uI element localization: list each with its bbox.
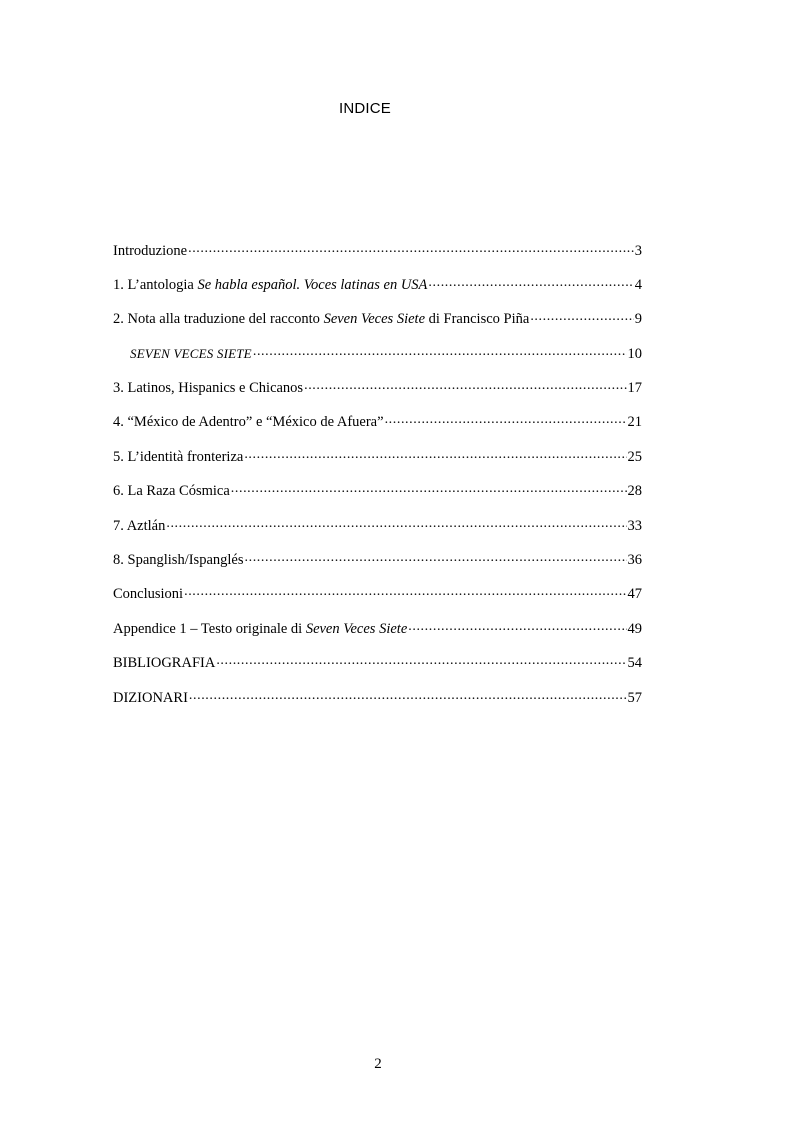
toc-entry-page: 47 xyxy=(627,586,642,603)
toc-entry-label: Introduzione xyxy=(113,242,188,259)
toc-entry-label: 2. Nota alla traduzione del racconto Seven Veces Siete di Francisco Piña xyxy=(113,311,530,328)
toc-entry-bibliografia[interactable] xyxy=(113,653,642,673)
toc-entry-dizionari[interactable] xyxy=(113,687,642,707)
dot-leader xyxy=(407,618,626,633)
toc-entry-seven-veces-siete[interactable] xyxy=(113,343,642,363)
dot-leader xyxy=(303,378,626,393)
dot-leader xyxy=(165,515,626,530)
toc-entry-label: Conclusioni xyxy=(113,586,184,603)
dot-leader xyxy=(243,446,626,461)
dot-leader xyxy=(384,412,627,427)
dot-leader xyxy=(529,309,633,324)
toc-entry-page: 28 xyxy=(627,483,642,500)
dot-leader xyxy=(427,274,633,289)
toc-entry-label: Appendice 1 – Testo originale di Seven Veces Siete xyxy=(113,620,408,637)
toc-entry-page: 57 xyxy=(627,689,642,706)
toc-entry-page: 49 xyxy=(627,620,642,637)
toc-entry-label: 5. L’identità fronteriza xyxy=(113,448,244,465)
toc-entry-label: 7. Aztlán xyxy=(113,517,166,534)
table-of-contents xyxy=(113,240,642,721)
toc-entry-page: 33 xyxy=(627,517,642,534)
toc-entry-page: 21 xyxy=(627,414,642,431)
toc-entry-introduzione[interactable] xyxy=(113,240,642,260)
toc-entry-label: 3. Latinos, Hispanics e Chicanos xyxy=(113,380,304,397)
dot-leader xyxy=(252,343,627,358)
toc-entry-page: 25 xyxy=(627,448,642,465)
toc-entry-page: 10 xyxy=(627,345,642,362)
toc-entry-spanglish[interactable] xyxy=(113,550,642,570)
toc-entry-raza-cosmica[interactable] xyxy=(113,481,642,501)
toc-entry-antologia[interactable] xyxy=(113,274,642,294)
toc-entry-page: 9 xyxy=(634,311,642,328)
toc-entry-page: 4 xyxy=(634,276,642,293)
toc-entry-page: 3 xyxy=(634,242,642,259)
dot-leader xyxy=(244,550,627,565)
toc-entry-conclusioni[interactable] xyxy=(113,584,642,604)
page-title: INDICE xyxy=(338,100,392,117)
toc-entry-label: BIBLIOGRAFIA xyxy=(113,655,216,672)
page-number: 2 xyxy=(374,1056,382,1072)
toc-entry-page: 36 xyxy=(627,552,642,569)
toc-entry-aztlan[interactable] xyxy=(113,515,642,535)
toc-entry-label: DIZIONARI xyxy=(113,689,188,706)
dot-leader xyxy=(230,481,627,496)
dot-leader xyxy=(183,584,626,599)
dot-leader xyxy=(215,653,626,668)
toc-entry-label: SEVEN VECES SIETE xyxy=(130,345,252,361)
toc-entry-nota-traduzione[interactable] xyxy=(113,309,642,329)
toc-entry-mexico[interactable] xyxy=(113,412,642,432)
toc-entry-latinos[interactable] xyxy=(113,378,642,398)
toc-entry-page: 17 xyxy=(627,380,642,397)
toc-entry-label: 8. Spanglish/Ispanglés xyxy=(113,552,244,569)
toc-entry-label: 1. L’antologia Se habla español. Voces latinas en USA xyxy=(113,276,428,293)
toc-entry-label: 6. La Raza Cósmica xyxy=(113,483,230,500)
toc-entry-identita[interactable] xyxy=(113,446,642,466)
dot-leader xyxy=(188,687,627,702)
dot-leader xyxy=(187,240,634,255)
toc-entry-page: 54 xyxy=(627,655,642,672)
toc-entry-label: 4. “México de Adentro” e “México de Afuera” xyxy=(113,414,384,431)
toc-entry-appendice[interactable] xyxy=(113,618,642,638)
